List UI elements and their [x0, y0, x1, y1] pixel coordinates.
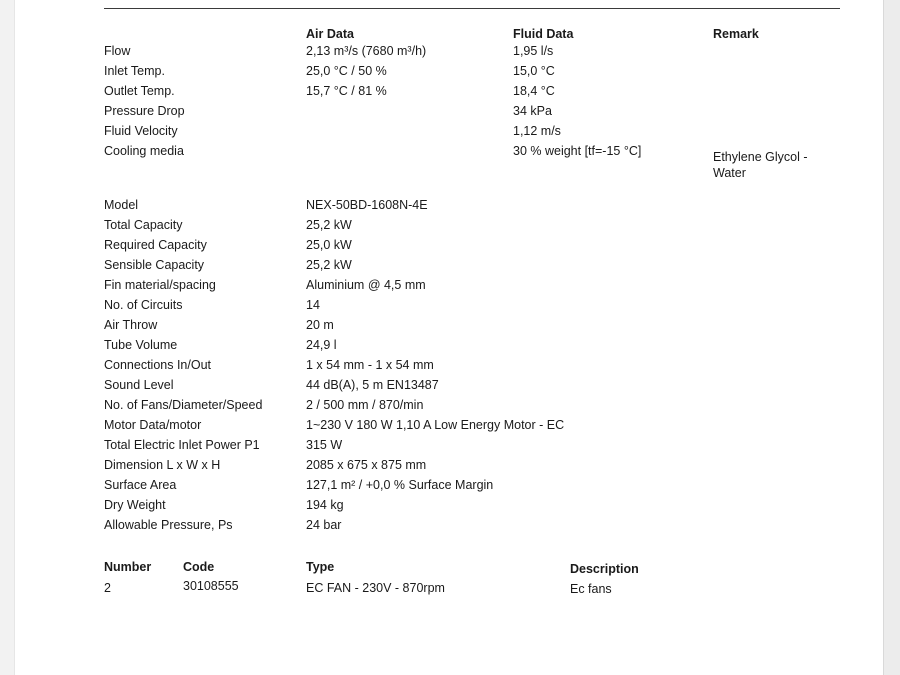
specs-row-air: 25,0 °C / 50 %	[306, 64, 387, 78]
detail-row-value: 2 / 500 mm / 870/min	[306, 398, 424, 412]
specs-row-label: Pressure Drop	[104, 104, 185, 118]
detail-row-value: NEX-50BD-1608N-4E	[306, 198, 428, 212]
detail-row-label: Dry Weight	[104, 498, 166, 512]
detail-row-label: Allowable Pressure, Ps	[104, 518, 233, 532]
detail-row-label: Dimension L x W x H	[104, 458, 221, 472]
detail-row-label: Tube Volume	[104, 338, 178, 352]
specs-row-fluid: 18,4 °C	[513, 84, 555, 98]
parts-header-description: Description	[570, 562, 639, 576]
detail-row-label: Required Capacity	[104, 238, 207, 252]
detail-row-label: Surface Area	[104, 478, 177, 492]
detail-row-label: Total Capacity	[104, 218, 183, 232]
detail-row-value: Aluminium @ 4,5 mm	[306, 278, 426, 292]
parts-row-code: 30108555	[183, 579, 239, 593]
detail-row-label: Fin material/spacing	[104, 278, 216, 292]
detail-row-label: Air Throw	[104, 318, 158, 332]
detail-row-value: 127,1 m² / +0,0 % Surface Margin	[306, 478, 494, 492]
specs-row-fluid: 1,95 l/s	[513, 44, 554, 58]
detail-row-label: Sound Level	[104, 378, 174, 392]
parts-header-type: Type	[306, 560, 335, 574]
detail-row-value: 194 kg	[306, 498, 344, 512]
parts-row-type: EC FAN - 230V - 870rpm	[306, 581, 445, 595]
specs-row-fluid: 1,12 m/s	[513, 124, 561, 138]
specs-row-fluid: 34 kPa	[513, 104, 552, 118]
specs-row-label: Fluid Velocity	[104, 124, 178, 138]
parts-row-number: 2	[104, 581, 111, 595]
detail-row-value: 24 bar	[306, 518, 342, 532]
detail-row-label: Model	[104, 198, 139, 212]
detail-row-label: No. of Fans/Diameter/Speed	[104, 398, 263, 412]
detail-row-value: 25,2 kW	[306, 218, 352, 232]
parts-header-code: Code	[183, 560, 215, 574]
specs-row-air: 2,13 m³/s (7680 m³/h)	[306, 44, 427, 58]
detail-row-label: Connections In/Out	[104, 358, 212, 372]
detail-row-value: 25,2 kW	[306, 258, 352, 272]
detail-row-value: 24,9 l	[306, 338, 337, 352]
detail-row-label: Total Electric Inlet Power P1	[104, 438, 260, 452]
detail-row-value: 20 m	[306, 318, 334, 332]
specs-header-fluid: Fluid Data	[513, 27, 574, 41]
parts-row-description: Ec fans	[570, 582, 612, 596]
specs-row-label: Flow	[104, 44, 131, 58]
detail-row-value: 25,0 kW	[306, 238, 352, 252]
detail-row-value: 2085 x 675 x 875 mm	[306, 458, 427, 472]
detail-row-value: 14	[306, 298, 320, 312]
parts-header-number: Number	[104, 560, 152, 574]
specs-row-label: Inlet Temp.	[104, 64, 165, 78]
specs-row-label: Cooling media	[104, 144, 184, 158]
specs-header-air: Air Data	[306, 27, 354, 41]
detail-row-value: 1 x 54 mm - 1 x 54 mm	[306, 358, 434, 372]
specs-row-label: Outlet Temp.	[104, 84, 175, 98]
specs-row-fluid: 15,0 °C	[513, 64, 555, 78]
specs-row-fluid: 30 % weight [tf=-15 °C]	[513, 144, 642, 158]
detail-row-label: Sensible Capacity	[104, 258, 205, 272]
specs-row-remark: Ethylene Glycol - Water	[713, 150, 808, 180]
detail-row-label: No. of Circuits	[104, 298, 183, 312]
detail-row-value: 1~230 V 180 W 1,10 A Low Energy Motor - EC	[306, 418, 565, 432]
specs-header-remark: Remark	[713, 27, 759, 41]
specs-row-air: 15,7 °C / 81 %	[306, 84, 387, 98]
detail-row-label: Motor Data/motor	[104, 418, 202, 432]
detail-row-value: 315 W	[306, 438, 343, 452]
detail-row-value: 44 dB(A), 5 m EN13487	[306, 378, 439, 392]
